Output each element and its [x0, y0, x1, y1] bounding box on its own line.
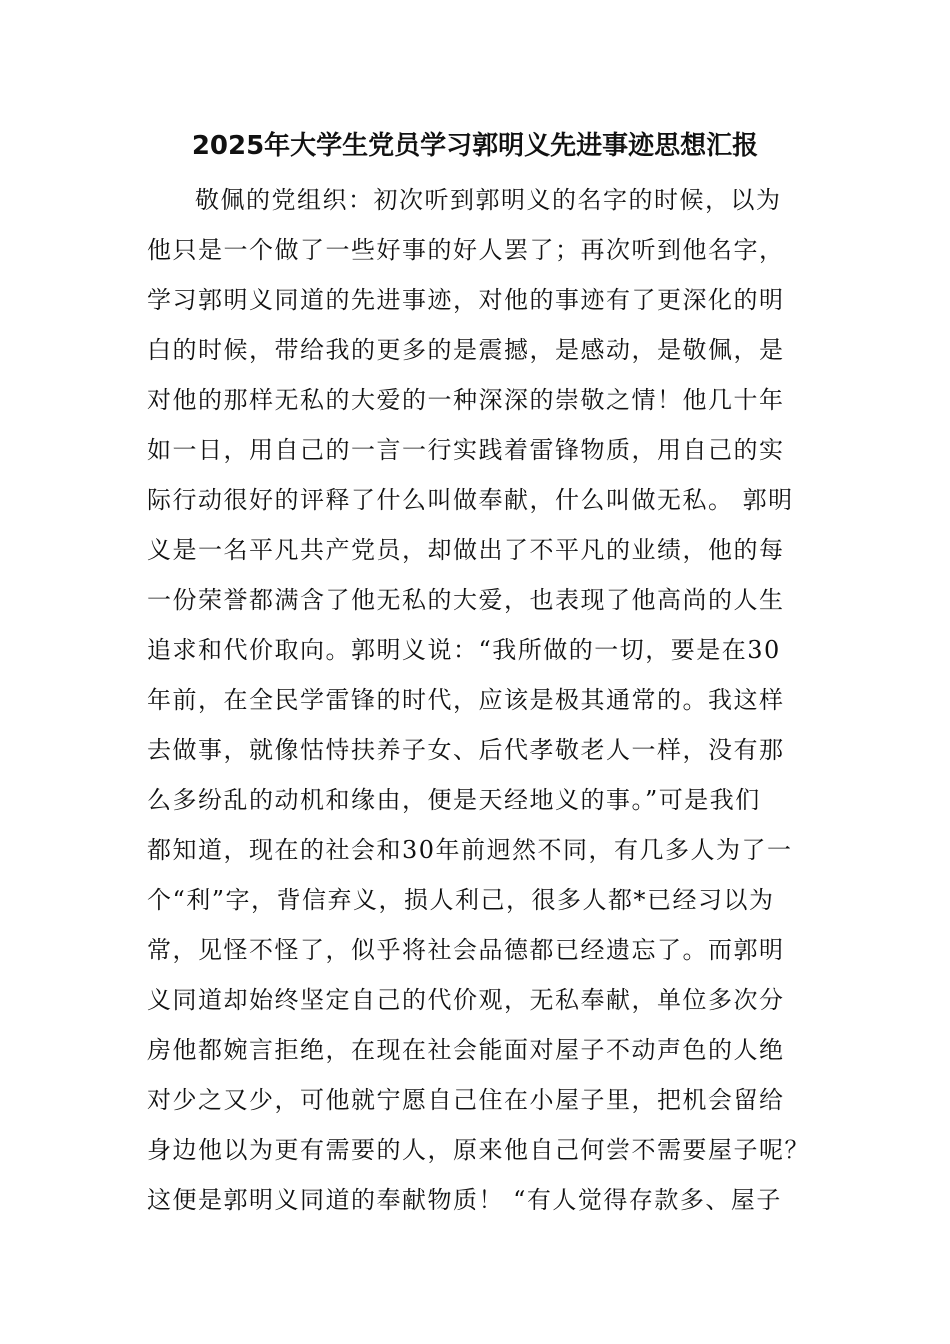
paragraph-line: 这便是郭明义同道的奉献物质！ “有人觉得存款多、屋子 — [147, 1186, 782, 1214]
paragraph-line: 际行动很好的评释了什么叫做奉献，什么叫做无私。 郭明 — [147, 486, 794, 514]
paragraph-line: 去做事，就像怙恃扶养子女、后代孝敬老人一样，没有那 — [147, 736, 785, 764]
paragraph-line: 敬佩的党组织：初次听到郭明义的名字的时候，以为 — [195, 186, 782, 214]
paragraph-line: 追求和代价取向。郭明义说：“我所做的一切，要是在30 — [147, 636, 781, 664]
paragraph-line: 身边他以为更有需要的人，原来他自己何尝不需要屋子呢？ — [147, 1136, 810, 1164]
paragraph-line: 学习郭明义同道的先进事迹，对他的事迹有了更深化的明 — [147, 286, 785, 314]
paragraph-line: 都知道，现在的社会和30年前迥然不同，有几多人为了一 — [147, 836, 793, 864]
paragraph-line: 常，见怪不怪了，似乎将社会品德都已经遗忘了。而郭明 — [147, 936, 785, 964]
paragraph-line: 么多纷乱的动机和缘由，便是天经地义的事。”可是我们 — [147, 786, 761, 814]
document-body — [147, 178, 810, 1228]
paragraph-line: 房他都婉言拒绝，在现在社会能面对屋子不动声色的人绝 — [147, 1036, 785, 1064]
document-title: 2025年大学生党员学习郭明义先进事迹思想汇报 — [191, 131, 759, 161]
paragraph-line: 一份荣誉都满含了他无私的大爱，也表现了他高尚的人生 — [147, 586, 785, 614]
paragraph-line: 个“利”字，背信弃义，损人利己，很多人都*已经习以为 — [147, 886, 775, 914]
paragraph-line: 如一日，用自己的一言一行实践着雷锋物质，用自己的实 — [147, 436, 785, 464]
paragraph-line: 他只是一个做了一些好事的好人罢了；再次听到他名字， — [147, 236, 785, 264]
paragraph-line: 义同道却始终坚定自己的代价观，无私奉献，单位多次分 — [147, 986, 785, 1014]
paragraph-line: 对他的那样无私的大爱的一种深深的崇敬之情！他几十年 — [147, 386, 785, 414]
paragraph-line: 白的时候，带给我的更多的是震撼，是感动，是敬佩，是 — [147, 336, 785, 364]
paragraph-line: 对少之又少，可他就宁愿自己住在小屋子里，把机会留给 — [147, 1086, 785, 1114]
paragraph-line: 年前，在全民学雷锋的时代，应该是极其通常的。我这样 — [147, 686, 785, 714]
paragraph-line: 义是一名平凡共产党员，却做出了不平凡的业绩，他的每 — [147, 536, 785, 564]
